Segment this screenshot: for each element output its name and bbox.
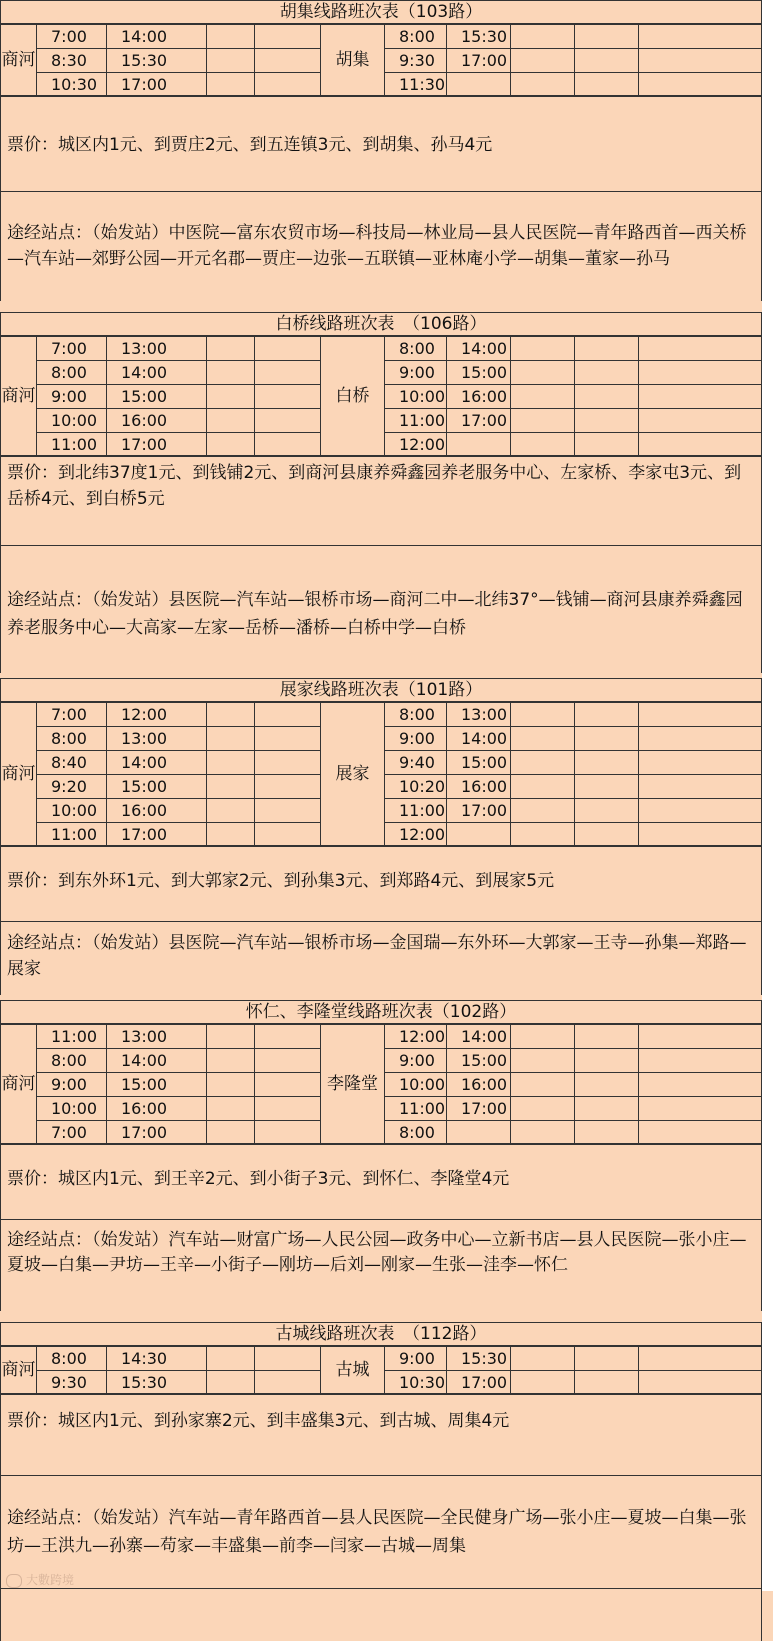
origin-stop: 商河 xyxy=(1,337,37,457)
departure-time: 8:00 xyxy=(37,727,107,751)
empty-cell xyxy=(575,1025,639,1049)
empty-cell xyxy=(255,1073,321,1097)
empty-cell xyxy=(255,703,321,727)
route-block xyxy=(0,1000,762,1145)
schedule-table xyxy=(0,1346,763,1395)
departure-time: 13:00 xyxy=(107,727,207,751)
empty-cell xyxy=(255,1371,321,1395)
empty-cell xyxy=(207,1371,255,1395)
departure-time: 14:00 xyxy=(107,1049,207,1073)
empty-cell xyxy=(639,799,763,823)
empty-cell xyxy=(575,775,639,799)
route-block xyxy=(0,1322,762,1395)
empty-cell xyxy=(255,49,321,73)
right-margin xyxy=(762,0,773,1591)
return-time: 15:00 xyxy=(447,361,511,385)
return-time: 11:00 xyxy=(385,799,447,823)
empty-cell xyxy=(207,409,255,433)
empty-cell xyxy=(511,775,575,799)
departure-time: 17:00 xyxy=(107,1121,207,1145)
return-time: 15:00 xyxy=(447,1049,511,1073)
empty-cell xyxy=(575,751,639,775)
departure-time: 11:00 xyxy=(37,1025,107,1049)
empty-cell xyxy=(639,25,763,49)
return-time: 17:00 xyxy=(447,409,511,433)
fare-text: 票价：到东外环1元、到大郭家2元、到孙集3元、到郑路4元、到展家5元 xyxy=(7,871,555,891)
return-time: 11:30 xyxy=(385,73,447,97)
empty-cell xyxy=(639,433,763,457)
empty-cell xyxy=(575,25,639,49)
departure-time: 7:00 xyxy=(37,25,107,49)
fare-section xyxy=(0,845,762,921)
route-title: 胡集线路班次表（103路） xyxy=(1,1,761,24)
empty-cell xyxy=(511,73,575,97)
return-time: 14:00 xyxy=(447,1025,511,1049)
empty-cell xyxy=(207,385,255,409)
return-time: 14:00 xyxy=(447,337,511,361)
empty-cell xyxy=(511,1049,575,1073)
fare-section xyxy=(0,1143,762,1219)
fare-text: 票价：城区内1元、到王辛2元、到小街子3元、到怀仁、李隆堂4元 xyxy=(7,1169,510,1189)
empty-cell xyxy=(511,823,575,847)
empty-cell xyxy=(255,1347,321,1371)
stops-text: 途经站点：（始发站）县医院—汽车站—银桥市场—商河二中—北纬37°—钱铺—商河县康养舜鑫园养老服务中心—大高家—左家—岳桥—潘桥—白桥中学—白桥 xyxy=(7,590,743,638)
return-time: 11:00 xyxy=(385,409,447,433)
empty-cell xyxy=(207,361,255,385)
return-time: 12:00 xyxy=(385,433,447,457)
route-block xyxy=(0,678,762,847)
return-time: 14:00 xyxy=(447,727,511,751)
empty-cell xyxy=(575,799,639,823)
empty-cell xyxy=(511,751,575,775)
empty-cell xyxy=(575,727,639,751)
departure-time: 9:30 xyxy=(37,1371,107,1395)
departure-time: 9:20 xyxy=(37,775,107,799)
empty-cell xyxy=(639,823,763,847)
origin-stop: 商河 xyxy=(1,1347,37,1395)
stops-text: 途经站点：（始发站）县医院—汽车站—银桥市场—金国瑞—东外环—大郭家—王寺—孙集—郑路—展家 xyxy=(7,933,747,979)
return-time: 9:40 xyxy=(385,751,447,775)
return-time: 8:00 xyxy=(385,703,447,727)
route-title: 展家线路班次表（101路） xyxy=(1,679,761,702)
empty-cell xyxy=(511,49,575,73)
return-time: 12:00 xyxy=(385,1025,447,1049)
empty-cell xyxy=(575,433,639,457)
departure-time: 11:00 xyxy=(37,433,107,457)
empty-cell xyxy=(639,775,763,799)
return-time: 16:00 xyxy=(447,385,511,409)
return-time xyxy=(447,1121,511,1145)
empty-cell xyxy=(255,25,321,49)
empty-cell xyxy=(207,1347,255,1371)
watermark xyxy=(6,1571,74,1588)
stops-section xyxy=(0,545,762,673)
fare-text: 票价：城区内1元、到孙家寨2元、到丰盛集3元、到古城、周集4元 xyxy=(7,1411,510,1431)
stops-section xyxy=(0,1219,762,1311)
departure-time: 10:00 xyxy=(37,1097,107,1121)
empty-cell xyxy=(511,799,575,823)
empty-cell xyxy=(255,1025,321,1049)
route-block xyxy=(0,312,762,457)
empty-cell xyxy=(639,1073,763,1097)
return-time: 10:20 xyxy=(385,775,447,799)
empty-cell xyxy=(207,1097,255,1121)
empty-cell xyxy=(511,1121,575,1145)
return-time: 11:00 xyxy=(385,1097,447,1121)
empty-cell xyxy=(639,1347,763,1371)
empty-cell xyxy=(255,751,321,775)
empty-cell xyxy=(207,25,255,49)
return-time: 15:30 xyxy=(447,1347,511,1371)
departure-time: 17:00 xyxy=(107,73,207,97)
empty-cell xyxy=(639,409,763,433)
empty-cell xyxy=(511,1025,575,1049)
return-time: 8:00 xyxy=(385,25,447,49)
departure-time: 14:00 xyxy=(107,751,207,775)
return-time: 16:00 xyxy=(447,775,511,799)
destination-stop: 古城 xyxy=(321,1347,385,1395)
destination-stop: 展家 xyxy=(321,703,385,847)
empty-cell xyxy=(511,1073,575,1097)
empty-cell xyxy=(255,385,321,409)
empty-cell xyxy=(255,337,321,361)
empty-cell xyxy=(511,361,575,385)
empty-cell xyxy=(575,703,639,727)
return-time: 9:00 xyxy=(385,361,447,385)
stops-section xyxy=(0,1475,762,1641)
empty-cell xyxy=(511,385,575,409)
empty-cell xyxy=(639,1097,763,1121)
empty-cell xyxy=(575,1049,639,1073)
empty-cell xyxy=(575,49,639,73)
departure-time: 8:00 xyxy=(37,1049,107,1073)
empty-cell xyxy=(207,751,255,775)
departure-time: 16:00 xyxy=(107,409,207,433)
table-row xyxy=(1,1347,763,1371)
departure-time: 15:00 xyxy=(107,1073,207,1097)
empty-cell xyxy=(511,727,575,751)
empty-cell xyxy=(575,1121,639,1145)
empty-cell xyxy=(575,409,639,433)
stops-text: 途经站点：（始发站）汽车站—青年路西首—县人民医院—全民健身广场—张小庄—夏坡—白集—张坊—王洪九—孙寨—苟家—丰盛集—前李—闫家—古城—周集 xyxy=(7,1508,747,1556)
return-time: 8:00 xyxy=(385,1121,447,1145)
empty-cell xyxy=(255,409,321,433)
fare-section xyxy=(0,455,762,545)
departure-time: 14:30 xyxy=(107,1347,207,1371)
empty-cell xyxy=(575,1073,639,1097)
empty-cell xyxy=(255,799,321,823)
stops-section xyxy=(0,921,762,995)
origin-stop: 商河 xyxy=(1,25,37,97)
departure-time: 10:00 xyxy=(37,799,107,823)
empty-cell xyxy=(255,1121,321,1145)
schedule-table xyxy=(0,702,763,847)
empty-cell xyxy=(255,823,321,847)
table-row xyxy=(1,703,763,727)
departure-time: 17:00 xyxy=(107,823,207,847)
empty-cell xyxy=(207,337,255,361)
origin-stop: 商河 xyxy=(1,703,37,847)
return-time: 15:00 xyxy=(447,751,511,775)
departure-time: 13:00 xyxy=(107,1025,207,1049)
empty-cell xyxy=(255,775,321,799)
fare-section xyxy=(0,1393,762,1475)
empty-cell xyxy=(207,1049,255,1073)
fare-text: 票价：城区内1元、到贾庄2元、到五连镇3元、到胡集、孙马4元 xyxy=(7,135,493,155)
table-row xyxy=(1,337,763,361)
departure-time: 11:00 xyxy=(37,823,107,847)
empty-cell xyxy=(639,385,763,409)
stops-text: 途经站点：（始发站）汽车站—财富广场—人民公园—政务中心—立新书店—县人民医院—张小庄—夏坡—白集—尹坊—王辛—小街子—刚坊—后刘—刚家—生张—洼李—怀仁 xyxy=(7,1230,747,1275)
departure-time: 17:00 xyxy=(107,433,207,457)
schedule-table xyxy=(0,336,763,457)
empty-cell xyxy=(511,1097,575,1121)
empty-cell xyxy=(207,799,255,823)
return-time: 10:00 xyxy=(385,385,447,409)
empty-cell xyxy=(255,361,321,385)
empty-cell xyxy=(207,703,255,727)
destination-stop: 白桥 xyxy=(321,337,385,457)
bottom-border xyxy=(0,1588,762,1589)
return-time: 8:00 xyxy=(385,337,447,361)
route-block xyxy=(0,0,762,97)
empty-cell xyxy=(511,433,575,457)
departure-time: 15:30 xyxy=(107,49,207,73)
return-time: 17:00 xyxy=(447,799,511,823)
return-time: 9:00 xyxy=(385,1347,447,1371)
departure-time: 10:00 xyxy=(37,409,107,433)
return-time: 12:00 xyxy=(385,823,447,847)
return-time: 17:00 xyxy=(447,1371,511,1395)
departure-time: 14:00 xyxy=(107,25,207,49)
empty-cell xyxy=(207,1025,255,1049)
empty-cell xyxy=(207,823,255,847)
return-time: 9:30 xyxy=(385,49,447,73)
origin-stop: 商河 xyxy=(1,1025,37,1145)
empty-cell xyxy=(207,73,255,97)
empty-cell xyxy=(575,385,639,409)
route-title: 白桥线路班次表 （106路） xyxy=(1,313,761,336)
departure-time: 16:00 xyxy=(107,1097,207,1121)
empty-cell xyxy=(207,727,255,751)
return-time xyxy=(447,73,511,97)
empty-cell xyxy=(255,727,321,751)
empty-cell xyxy=(207,433,255,457)
empty-cell xyxy=(639,703,763,727)
empty-cell xyxy=(639,727,763,751)
empty-cell xyxy=(255,73,321,97)
return-time xyxy=(447,433,511,457)
departure-time: 8:30 xyxy=(37,49,107,73)
empty-cell xyxy=(207,1121,255,1145)
departure-time: 7:00 xyxy=(37,703,107,727)
departure-time: 15:00 xyxy=(107,775,207,799)
empty-cell xyxy=(575,73,639,97)
empty-cell xyxy=(639,49,763,73)
empty-cell xyxy=(255,433,321,457)
empty-cell xyxy=(207,1073,255,1097)
empty-cell xyxy=(575,1097,639,1121)
empty-cell xyxy=(575,337,639,361)
empty-cell xyxy=(511,25,575,49)
empty-cell xyxy=(255,1049,321,1073)
empty-cell xyxy=(639,361,763,385)
schedule-table xyxy=(0,1024,763,1145)
departure-time: 7:00 xyxy=(37,1121,107,1145)
empty-cell xyxy=(575,823,639,847)
empty-cell xyxy=(255,1097,321,1121)
empty-cell xyxy=(207,49,255,73)
destination-stop: 李隆堂 xyxy=(321,1025,385,1145)
return-time: 10:30 xyxy=(385,1371,447,1395)
empty-cell xyxy=(575,361,639,385)
departure-time: 16:00 xyxy=(107,799,207,823)
empty-cell xyxy=(511,409,575,433)
empty-cell xyxy=(639,751,763,775)
departure-time: 12:00 xyxy=(107,703,207,727)
table-row xyxy=(1,1025,763,1049)
departure-time: 13:00 xyxy=(107,337,207,361)
return-time: 10:00 xyxy=(385,1073,447,1097)
empty-cell xyxy=(575,1371,639,1395)
empty-cell xyxy=(511,1347,575,1371)
empty-cell xyxy=(639,1371,763,1395)
return-time: 9:00 xyxy=(385,727,447,751)
schedule-table xyxy=(0,24,763,97)
departure-time: 8:40 xyxy=(37,751,107,775)
departure-time: 7:00 xyxy=(37,337,107,361)
stops-text: 途经站点：（始发站）中医院—富东农贸市场—科技局—林业局—县人民医院—青年路西首—西关桥—汽车站—郊野公园—开元名郡—贾庄—边张—五联镇—亚林庵小学—胡集—董家—孙马 xyxy=(7,223,747,269)
departure-time: 15:00 xyxy=(107,385,207,409)
fare-section xyxy=(0,95,762,191)
empty-cell xyxy=(639,1025,763,1049)
departure-time: 14:00 xyxy=(107,361,207,385)
departure-time: 8:00 xyxy=(37,1347,107,1371)
return-time: 9:00 xyxy=(385,1049,447,1073)
return-time: 15:30 xyxy=(447,25,511,49)
departure-time: 9:00 xyxy=(37,1073,107,1097)
empty-cell xyxy=(639,1121,763,1145)
empty-cell xyxy=(207,775,255,799)
departure-time: 10:30 xyxy=(37,73,107,97)
empty-cell xyxy=(575,1347,639,1371)
destination-stop: 胡集 xyxy=(321,25,385,97)
return-time xyxy=(447,823,511,847)
table-row xyxy=(1,25,763,49)
watermark-text: 大數跨境 xyxy=(26,1573,75,1587)
fare-text: 票价：到北纬37度1元、到钱铺2元、到商河县康养舜鑫园养老服务中心、左家桥、李家屯3元、到岳桥4元、到白桥5元 xyxy=(7,463,742,509)
empty-cell xyxy=(511,337,575,361)
route-title: 怀仁、李隆堂线路班次表（102路） xyxy=(1,1001,761,1024)
departure-time: 15:30 xyxy=(107,1371,207,1395)
return-time: 17:00 xyxy=(447,1097,511,1121)
departure-time: 9:00 xyxy=(37,385,107,409)
return-time: 13:00 xyxy=(447,703,511,727)
empty-cell xyxy=(639,337,763,361)
watermark-logo-icon xyxy=(6,1574,22,1588)
empty-cell xyxy=(511,1371,575,1395)
stops-section xyxy=(0,191,762,301)
return-time: 17:00 xyxy=(447,49,511,73)
empty-cell xyxy=(639,73,763,97)
return-time: 16:00 xyxy=(447,1073,511,1097)
empty-cell xyxy=(639,1049,763,1073)
departure-time: 8:00 xyxy=(37,361,107,385)
empty-cell xyxy=(511,703,575,727)
route-title: 古城线路班次表 （112路） xyxy=(1,1323,761,1346)
